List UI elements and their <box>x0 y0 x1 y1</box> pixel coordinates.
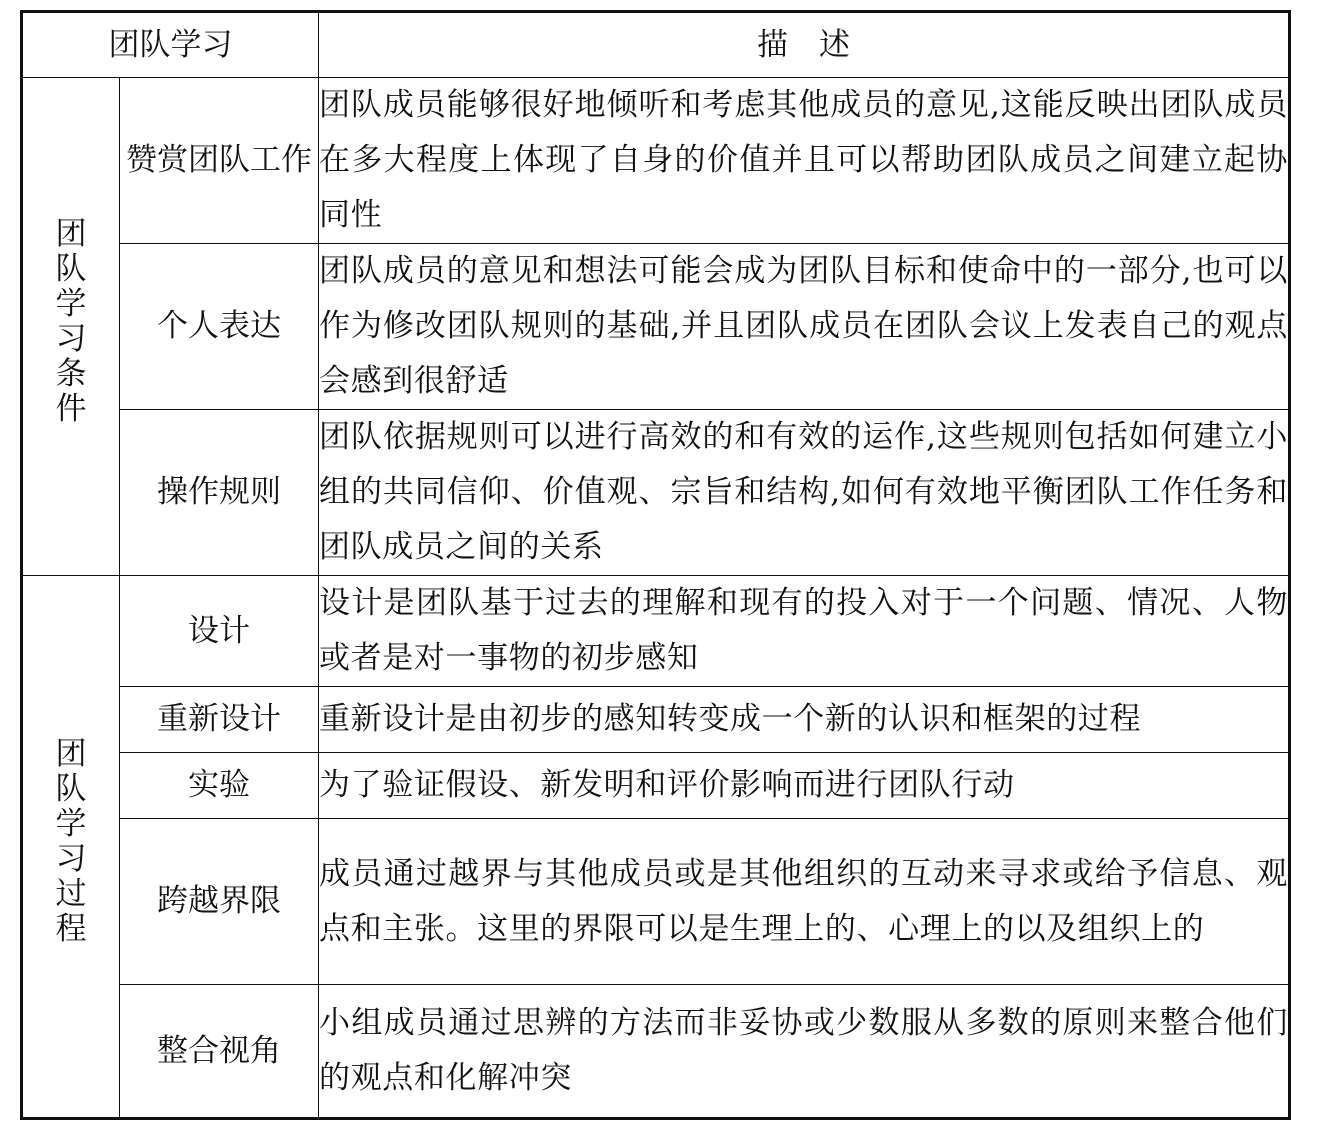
desc-cell: 团队成员能够很好地倾听和考虑其他成员的意见,这能反映出团队成员在多大程度上体现了自身的价值并且可以帮助团队成员之间建立起协同性 <box>319 78 1290 244</box>
item-cell: 个人表达 <box>120 244 319 410</box>
group-label-text: 团队学习条件 <box>55 215 87 427</box>
item-cell: 整合视角 <box>120 985 319 1119</box>
header-description: 描 述 <box>319 12 1290 78</box>
table-row <box>22 78 1290 244</box>
table-row <box>22 985 1290 1119</box>
table-row <box>22 244 1290 410</box>
desc-cell: 设计是团队基于过去的理解和现有的投入对于一个问题、情况、人物或者是对一事物的初步感知 <box>319 576 1290 687</box>
item-cell: 跨越界限 <box>120 819 319 985</box>
desc-cell: 成员通过越界与其他成员或是其他组织的互动来寻求或给予信息、观点和主张。这里的界限可以是生理上的、心理上的以及组织上的 <box>319 819 1290 985</box>
item-cell: 赞赏团队工作 <box>120 78 319 244</box>
item-cell: 操作规则 <box>120 410 319 576</box>
item-cell: 设计 <box>120 576 319 687</box>
table-row <box>22 410 1290 576</box>
table-row <box>22 819 1290 985</box>
header-team-learning: 团队学习 <box>22 12 319 78</box>
table-row <box>22 687 1290 753</box>
team-learning-table <box>20 10 1291 1120</box>
desc-cell: 团队成员的意见和想法可能会成为团队目标和使命中的一部分,也可以作为修改团队规则的基础,并且团队成员在团队会议上发表自己的观点会感到很舒适 <box>319 244 1290 410</box>
desc-cell: 团队依据规则可以进行高效的和有效的运作,这些规则包括如何建立小组的共同信仰、价值观、宗旨和结构,如何有效地平衡团队工作任务和团队成员之间的关系 <box>319 410 1290 576</box>
desc-cell: 为了验证假设、新发明和评价影响而进行团队行动 <box>319 753 1290 819</box>
group-label-conditions <box>22 78 120 576</box>
group-label-text: 团队学习过程 <box>55 735 87 947</box>
desc-cell: 重新设计是由初步的感知转变成一个新的认识和框架的过程 <box>319 687 1290 753</box>
table-row <box>22 753 1290 819</box>
header-row <box>22 12 1290 78</box>
desc-cell: 小组成员通过思辨的方法而非妥协或少数服从多数的原则来整合他们的观点和化解冲突 <box>319 985 1290 1119</box>
item-cell: 实验 <box>120 753 319 819</box>
item-cell: 重新设计 <box>120 687 319 753</box>
group-label-process <box>22 576 120 1119</box>
table-row <box>22 576 1290 687</box>
